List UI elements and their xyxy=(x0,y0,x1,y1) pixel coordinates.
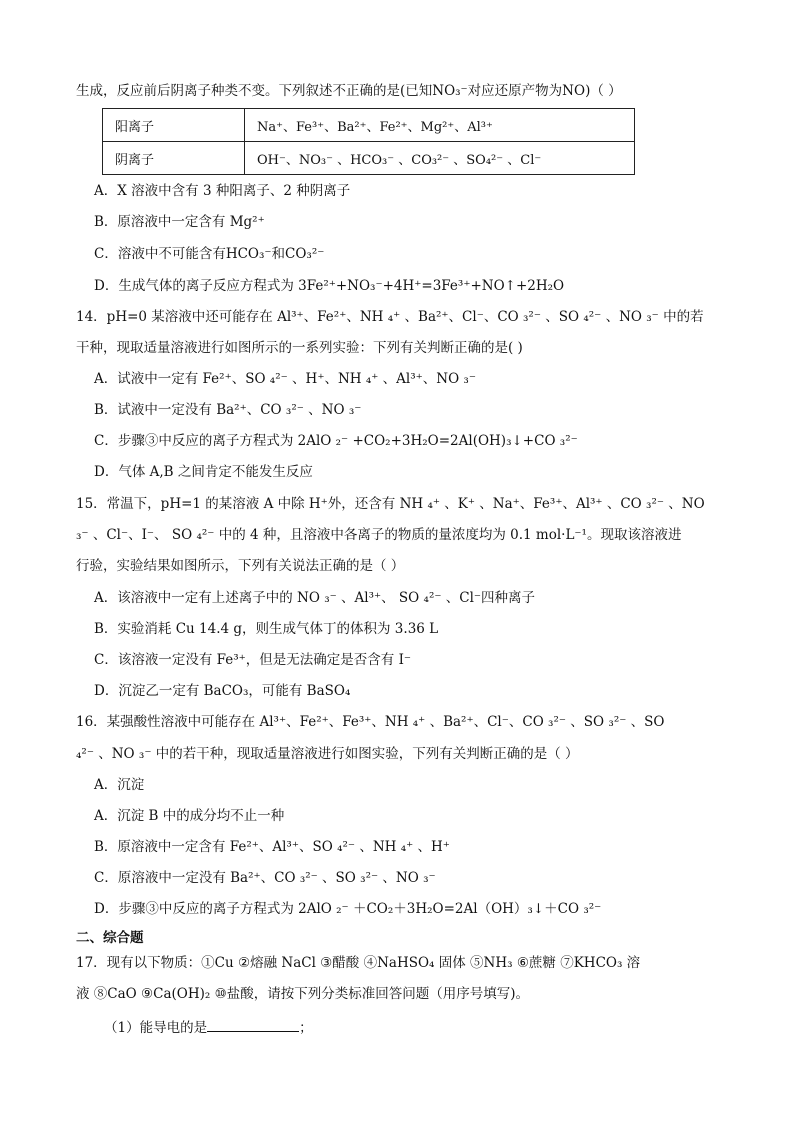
question-16-stem: 16．某强酸性溶液中可能存在 Al³⁺、Fe²⁺、Fe³⁺、NH ₄⁺ 、Ba²⁺、Cl⁻、CO ₃²⁻ 、SO ₃²⁻ 、SO xyxy=(76,714,665,730)
table-cell-header: 阳离子 xyxy=(103,109,245,142)
ion-table xyxy=(102,108,635,175)
sub-question-end: ； xyxy=(299,1020,313,1036)
table-cell-header: 阴离子 xyxy=(103,142,245,175)
option-a: A．沉淀 B 中的成分均不止一种 xyxy=(94,808,285,824)
option-b: B．试液中一定没有 Ba²⁺、CO ₃²⁻ 、NO ₃⁻ xyxy=(94,402,362,418)
option-c: C．溶液中不可能含有HCO₃⁻和CO₃²⁻ xyxy=(94,246,325,262)
section-heading: 二、综合题 xyxy=(76,930,144,946)
question-15-stem-cont: 行验，实验结果如图所示，下列有关说法正确的是（ ） xyxy=(76,558,405,574)
option-d: D．生成气体的离子反应方程式为 3Fe²⁺+NO₃⁻+4H⁺=3Fe³⁺+NO↑+2H₂O xyxy=(94,278,565,294)
option-d: D．气体 A,B 之间肯定不能发生反应 xyxy=(94,464,313,480)
table-cell-content: Na⁺、Fe³⁺、Ba²⁺、Fe²⁺、Mg²⁺、Al³⁺ xyxy=(245,109,635,142)
sub-question-label: （1）能导电的是 xyxy=(104,1020,208,1036)
table-cell-content: OH⁻、NO₃⁻ 、HCO₃⁻ 、CO₃²⁻ 、SO₄²⁻ 、Cl⁻ xyxy=(245,142,635,175)
option-c: C．原溶液中一定没有 Ba²⁺、CO ₃²⁻ 、SO ₃²⁻ 、NO ₃⁻ xyxy=(94,870,436,886)
option-a: A．沉淀 xyxy=(94,777,145,793)
option-d: D．沉淀乙一定有 BaCO₃，可能有 BaSO₄ xyxy=(94,683,351,699)
option-a: A．试液中一定有 Fe²⁺、SO ₄²⁻ 、H⁺、NH ₄⁺ 、Al³⁺、NO ₃⁻ xyxy=(94,371,476,387)
option-a: A．该溶液中一定有上述离子中的 NO ₃⁻ 、Al³⁺、 SO ₄²⁻ 、Cl⁻四种离子 xyxy=(94,590,536,606)
answer-blank[interactable] xyxy=(207,1017,299,1032)
table-row xyxy=(103,109,635,142)
question-intro-line: 生成，反应前后阴离子种类不变。下列叙述不正确的是(已知NO₃⁻对应还原产物为NO)（ ） xyxy=(76,83,622,99)
question-15-stem-cont: ₃⁻ 、Cl⁻、I⁻、 SO ₄²⁻ 中的 4 种，且溶液中各离子的物质的量浓度均为 0.1 mol·L⁻¹。现取该溶液进 xyxy=(76,527,682,543)
question-16-stem-cont: ₄²⁻ 、NO ₃⁻ 中的若干种，现取适量溶液进行如图实验，下列有关判断正确的是（ ） xyxy=(76,746,579,762)
table-row xyxy=(103,142,635,175)
option-b: B．原溶液中一定含有 Fe²⁺、Al³⁺、SO ₄²⁻ 、NH ₄⁺ 、H⁺ xyxy=(94,839,450,855)
option-c: C．该溶液一定没有 Fe³⁺，但是无法确定是否含有 I⁻ xyxy=(94,652,412,668)
question-17-stem-cont: 液 ⑧CaO ⑨Ca(OH)₂ ⑩盐酸，请按下列分类标准回答问题（用序号填写)。 xyxy=(76,986,529,1002)
option-b: B．原溶液中一定含有 Mg²⁺ xyxy=(94,214,265,230)
sub-question-1 xyxy=(104,1017,313,1037)
question-14-stem-cont: 干种，现取适量溶液进行如图所示的一系列实验：下列有关判断正确的是( ) xyxy=(76,340,523,356)
option-a: A．X 溶液中含有 3 种阳离子、2 种阴离子 xyxy=(94,183,351,199)
option-d: D．步骤③中反应的离子方程式为 2AlO ₂⁻ ＋CO₂＋3H₂O=2Al（OH）₃↓＋CO ₃²⁻ xyxy=(94,901,602,917)
option-b: B．实验消耗 Cu 14.4 g，则生成气体丁的体积为 3.36 L xyxy=(94,621,439,637)
option-c: C．步骤③中反应的离子方程式为 2AlO ₂⁻ +CO₂+3H₂O=2Al(OH)₃↓+CO ₃²⁻ xyxy=(94,433,578,449)
question-15-stem: 15．常温下，pH=1 的某溶液 A 中除 H⁺外，还含有 NH ₄⁺ 、K⁺ 、Na⁺、Fe³⁺、Al³⁺ 、CO ₃²⁻ 、NO xyxy=(76,496,705,512)
question-14-stem: 14．pH=0 某溶液中还可能存在 Al³⁺、Fe²⁺、NH ₄⁺ 、Ba²⁺、Cl⁻、CO ₃²⁻ 、SO ₄²⁻ 、NO ₃⁻ 中的若 xyxy=(76,309,704,325)
question-17-stem: 17．现有以下物质：①Cu ②熔融 NaCl ③醋酸 ④NaHSO₄ 固体 ⑤NH₃ ⑥蔗糖 ⑦KHCO₃ 溶 xyxy=(76,955,641,971)
